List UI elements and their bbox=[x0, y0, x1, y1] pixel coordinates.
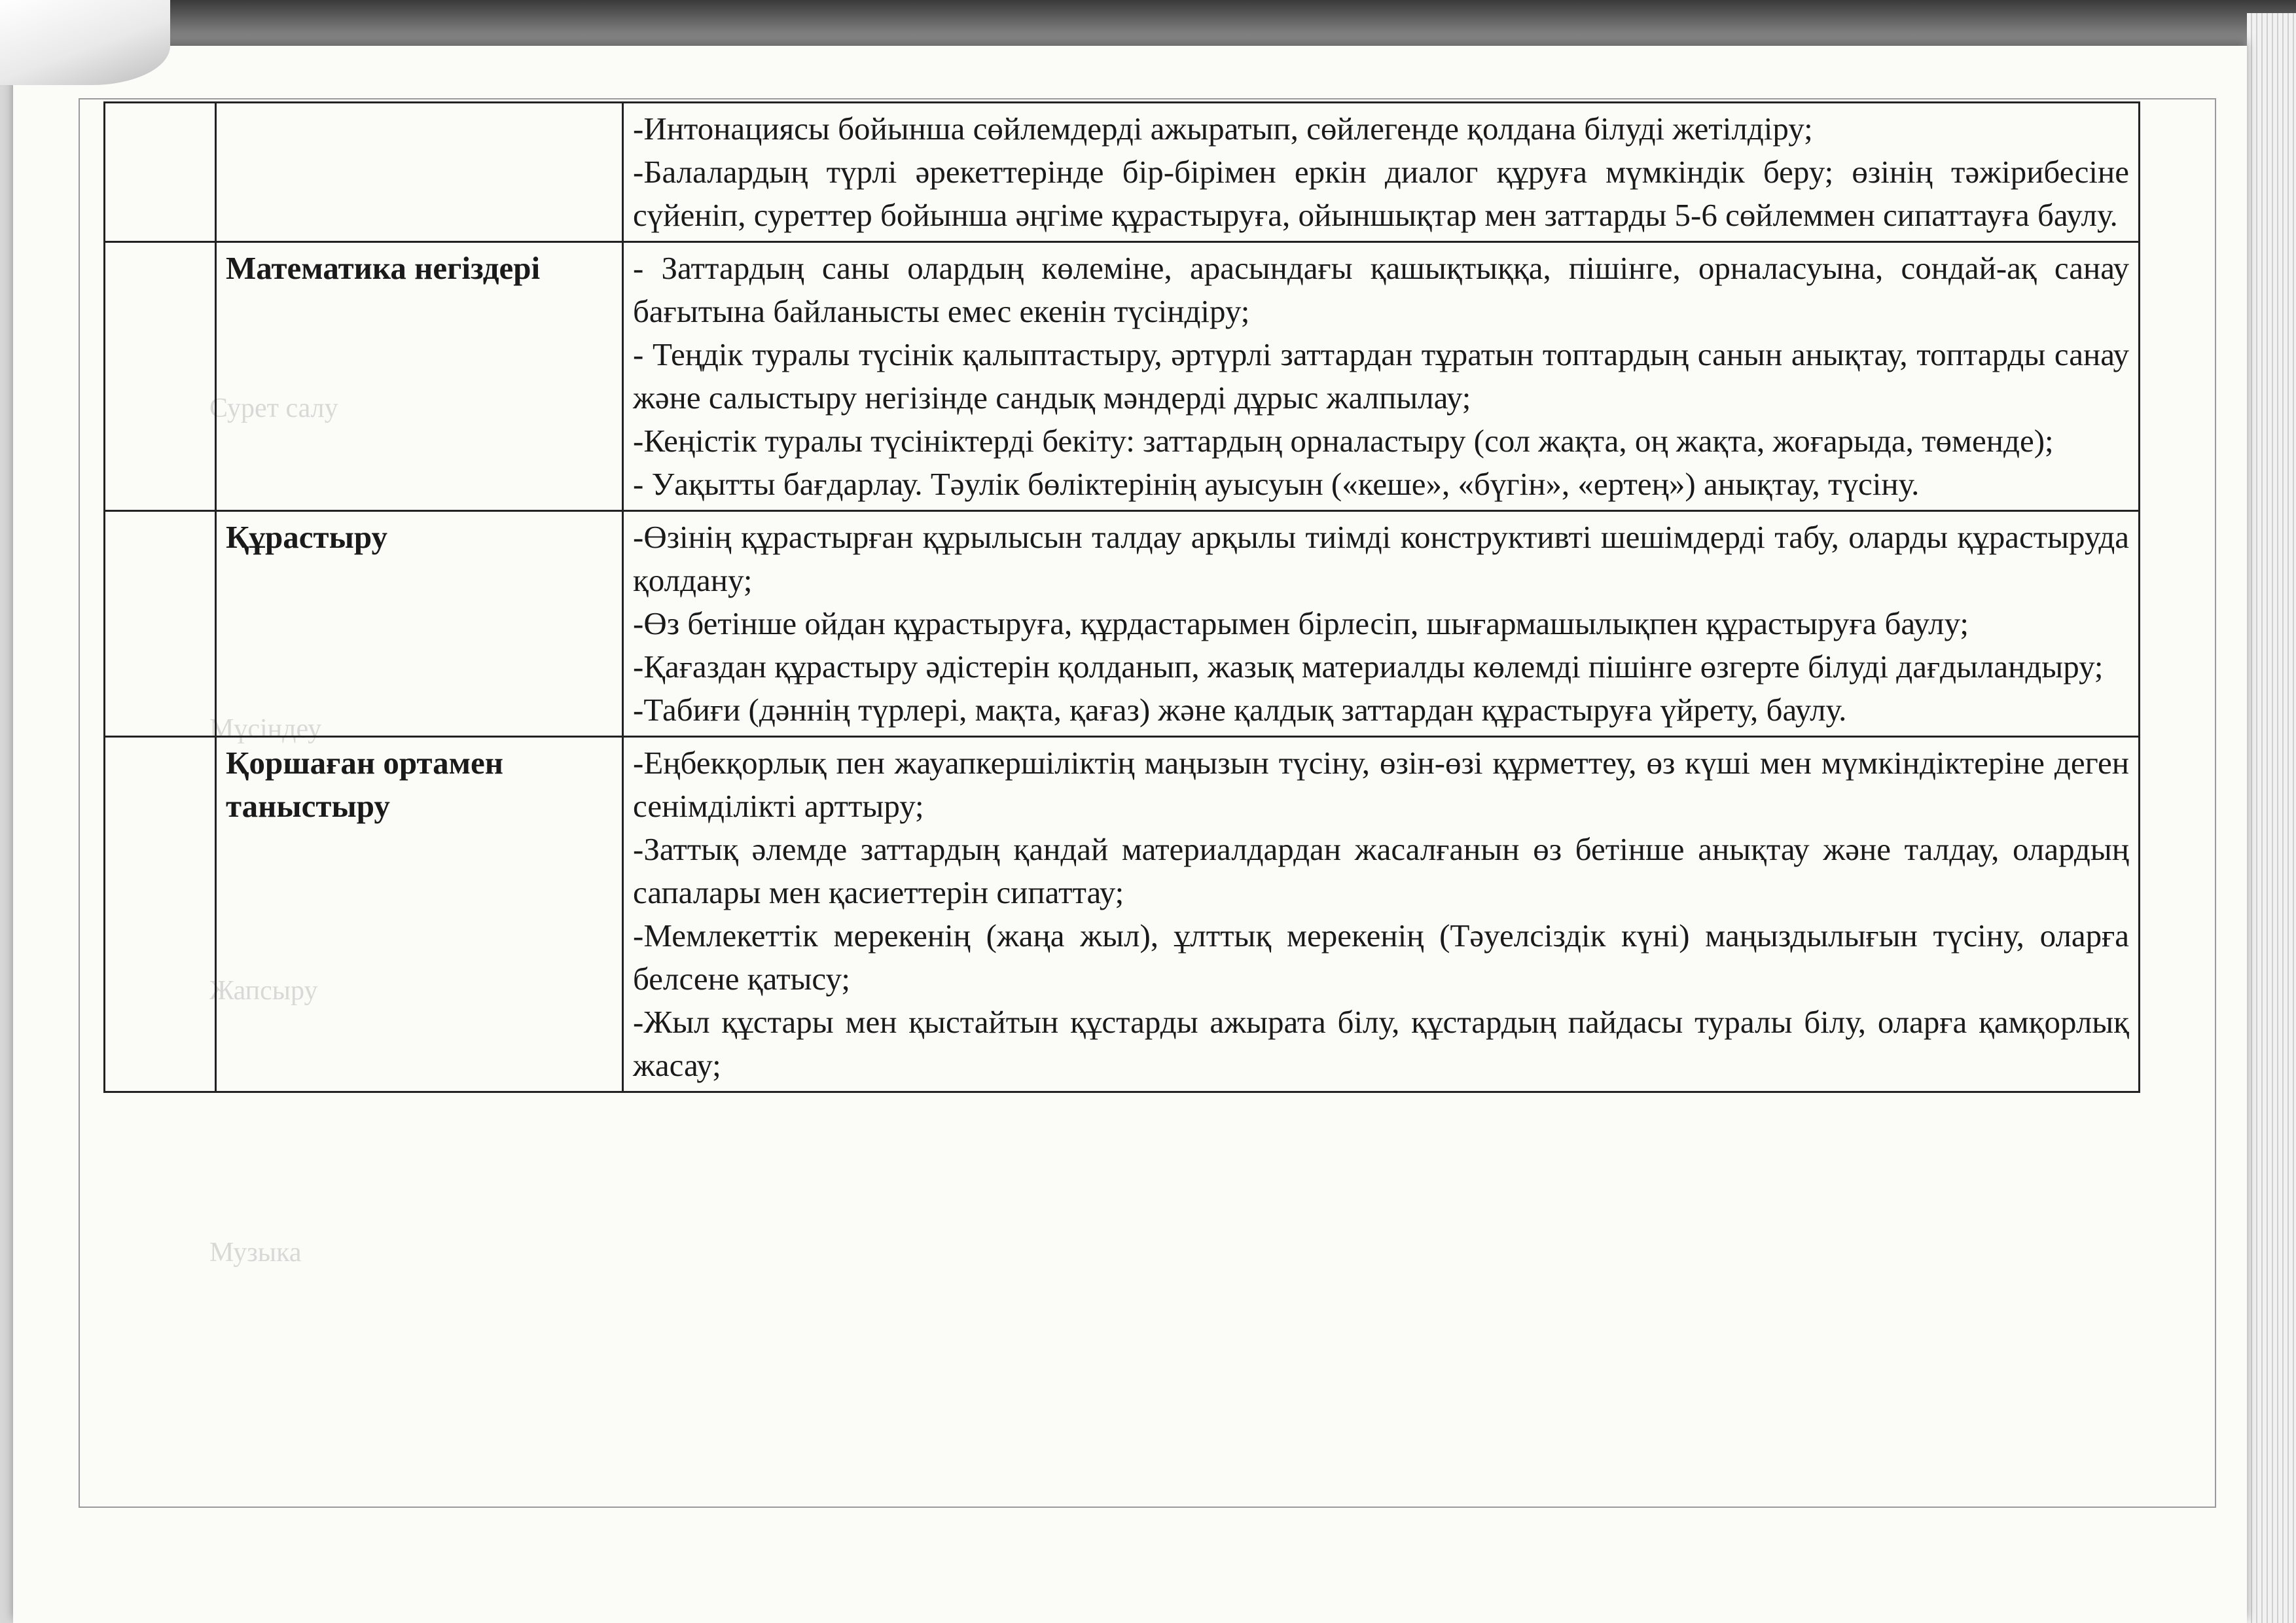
subject-cell: Математика негіздері bbox=[216, 242, 623, 511]
table-row bbox=[105, 103, 2140, 242]
objective-item: -Жыл құстары мен қыстайтын құстарды ажырата білу, құстардың пайдасы туралы білу, оларға қамқорлық жасау; bbox=[633, 1004, 2129, 1083]
objective-item: -Балалардың түрлі әрекеттерінде бір-бірімен еркін диалог құруға мүмкіндік беру; өзінің тәжірибесіне сүйеніп, суреттер бойынша әңгіме құрастыруға, ойыншықтар мен заттарды 5-6 сөйлеммен сипаттауға баулу. bbox=[633, 154, 2129, 233]
objective-item: -Интонациясы бойынша сөйлемдерді ажыратып, сөйлегенде қолдана білуді жетілдіру; bbox=[633, 111, 1813, 147]
empty-cell bbox=[105, 737, 216, 1092]
objectives-cell bbox=[623, 511, 2140, 737]
objectives-cell bbox=[623, 242, 2140, 511]
objective-item: -Өзінің құрастырған құрылысын талдау арқылы тиімді конструктивті шешімдерді табу, оларды құрастыруда қолдану; bbox=[633, 519, 2129, 598]
subject-cell bbox=[216, 103, 623, 242]
folded-page-corner bbox=[0, 0, 170, 85]
subject-cell: Құрастыру bbox=[216, 511, 623, 737]
table-row bbox=[105, 511, 2140, 737]
objective-item: -Өз бетінше ойдан құрастыруға, құрдастарымен бірлесіп, шығармашылықпен құрастыруға баулу; bbox=[633, 605, 1969, 641]
empty-cell bbox=[105, 242, 216, 511]
objective-item: -Мемлекеттік мерекенің (жаңа жыл), ұлттық мерекенің (Тәуелсіздік күні) маңыздылығын түсіну, оларға белсене қатысу; bbox=[633, 918, 2129, 997]
subject-cell: Қоршаған ортамен таныстыру bbox=[216, 737, 623, 1092]
objective-item: - Теңдік туралы түсінік қалыптастыру, әртүрлі заттардан тұратын топтардың санын анықтау, топтарды санау және салыстыру негізінде сандық мәндерді дұрыс жалпылау; bbox=[633, 336, 2129, 416]
curriculum-table bbox=[103, 101, 2140, 1093]
objectives-cell bbox=[623, 737, 2140, 1092]
bleed-through-text: Музыка bbox=[209, 1238, 302, 1268]
table-row bbox=[105, 737, 2140, 1092]
objective-item: - Уақытты бағдарлау. Тәулік бөліктерінің ауысуын («кеше», «бүгін», «ертең») анықтау, түсіну. bbox=[633, 466, 1920, 502]
objective-item: -Заттық әлемде заттардың қандай материалдардан жасалғанын өз бетінше анықтау және талдау, олардың сапалары мен қасиеттерін сипаттау; bbox=[633, 831, 2129, 910]
bleed-through-text: Мүсіндеу bbox=[209, 714, 322, 744]
empty-cell bbox=[105, 511, 216, 737]
objectives-cell bbox=[623, 103, 2140, 242]
bleed-through-text: Жапсыру bbox=[209, 976, 318, 1006]
bleed-through-text: Сурет салу bbox=[209, 393, 338, 423]
objective-item: -Табиғи (дәннің түрлері, мақта, қағаз) және қалдық заттардан құрастыруға үйрету, баулу. bbox=[633, 692, 1847, 728]
table-row bbox=[105, 242, 2140, 511]
objective-item: -Қағаздан құрастыру әдістерін қолданып, жазық материалды көлемді пішінге өзгерте білуді дағдыландыру; bbox=[633, 649, 2104, 685]
empty-cell bbox=[105, 103, 216, 242]
objective-item: -Кеңістік туралы түсініктерді бекіту: заттардың орналастыру (сол жақта, оң жақта, жоғарыда, төменде); bbox=[633, 423, 2054, 459]
objective-item: - Заттардың саны олардың көлеміне, арасындағы қашықтыққа, пішінге, орналасуына, сондай-ақ санау бағытына байланысты емес екенін түсіндіру; bbox=[633, 250, 2129, 329]
page-stack-edge bbox=[2247, 13, 2296, 1623]
objective-item: -Еңбекқорлық пен жауапкершіліктің маңызын түсіну, өзін-өзі құрметтеу, өз күші мен мүмкіндіктеріне деген сенімділікті арттыру; bbox=[633, 745, 2129, 824]
